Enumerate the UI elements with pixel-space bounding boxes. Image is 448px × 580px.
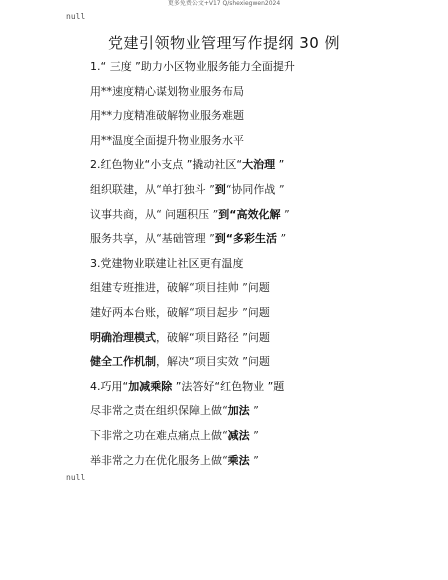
- line-text: ，破解“项目路径 ”问题: [156, 330, 270, 344]
- line-text: 下非常之功在难点痛点上做“: [90, 428, 228, 442]
- section-heading: [90, 375, 430, 400]
- line-text: 4.巧用“: [90, 379, 129, 393]
- document-title: 党建引领物业管理写作提纲 30 例: [107, 34, 341, 52]
- emphasis-text: 到: [214, 182, 226, 196]
- emphasis-text: 加减乘除: [128, 379, 173, 393]
- section-heading: 1.“ 三度 ”助力小区物业服务能力全面提升: [90, 60, 295, 73]
- document-body: [90, 55, 430, 473]
- line-text: ”: [275, 158, 285, 172]
- outline-item: 组建专班推进，破解“项目挂帅 ”问题: [90, 281, 270, 295]
- line-text: ”: [276, 232, 287, 246]
- lead-text: 健全工作机制: [90, 355, 156, 369]
- emphasis-text: 乘法: [227, 453, 250, 467]
- line-text: 组织联建，从“单打独斗 ”: [90, 182, 215, 196]
- outline-item: 建好两本台账，破解“项目起步 ”问题: [90, 305, 270, 319]
- emphasis-text: 加法: [227, 404, 250, 418]
- outline-item: [90, 399, 430, 424]
- emphasis-text: 大治理: [242, 158, 276, 172]
- lead-text: 明确治理模式: [90, 330, 156, 344]
- line-text: ”: [249, 428, 259, 442]
- line-text: 议事共商，从“ 问题积压 ”: [90, 207, 219, 221]
- header-null-mark: null: [66, 12, 86, 21]
- outline-item: [90, 203, 430, 228]
- footer-null-mark: null: [66, 473, 86, 482]
- top-banner: 更多免费公文+V17 Q/shexiegwen2024: [167, 0, 281, 7]
- outline-item: [90, 178, 430, 203]
- section-heading: 3.党建物业联建让社区更有温度: [90, 256, 244, 270]
- outline-item: [90, 424, 430, 449]
- line-text: ”: [249, 404, 259, 418]
- outline-item: [90, 449, 430, 474]
- section-heading: [90, 153, 430, 178]
- line-text: ”法答好“红色物业 ”题: [172, 379, 285, 393]
- outline-item: 用**力度精准破解物业服务难题: [90, 109, 244, 123]
- line-text: 服务共享，从“基础管理 ”: [90, 232, 215, 246]
- emphasis-text: 减法: [227, 428, 250, 442]
- line-text: ，解决“项目实效 ”问题: [156, 355, 270, 369]
- line-text: “协同作战 ”: [225, 182, 285, 196]
- outline-item: [90, 350, 430, 375]
- line-text: ”: [280, 207, 290, 221]
- outline-item: [90, 227, 430, 252]
- line-text: 尽非常之责在组织保障上做“: [90, 404, 228, 418]
- line-text: 举非常之力在优化服务上做“: [90, 453, 228, 467]
- line-text: ”: [249, 453, 259, 467]
- line-text: 2.红色物业“小支点 ”撬动社区“: [90, 158, 243, 172]
- emphasis-text: 到“多彩生活: [214, 232, 277, 246]
- outline-item: 用**温度全面提升物业服务水平: [90, 133, 244, 147]
- outline-item: 用**速度精心谋划物业服务布局: [90, 84, 244, 98]
- outline-item: [90, 326, 430, 351]
- emphasis-text: 到“高效化解: [218, 207, 281, 221]
